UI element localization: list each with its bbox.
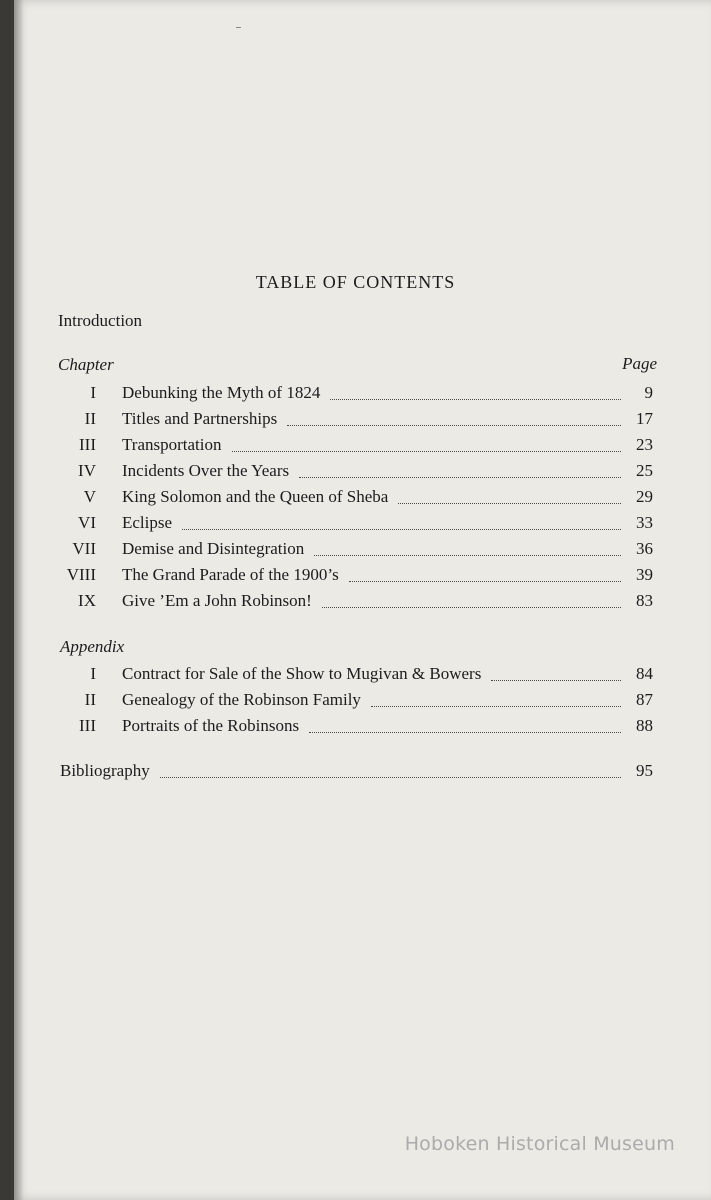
entry-title: Genealogy of the Robinson Family [122,690,361,709]
entry-number: II [84,409,96,428]
dot-leader [287,424,621,426]
entry-title: Transportation [122,435,222,454]
appendix-entry [58,664,653,688]
dot-leader [232,450,622,452]
entry-title: Give ’Em a John Robinson! [122,591,312,610]
toc-entry [58,591,653,615]
toc-entry [58,565,653,589]
entry-title: Portraits of the Robinsons [122,716,300,735]
appendix-entry [58,716,653,740]
entry-number: V [83,487,96,506]
entry-number: IX [78,591,96,610]
entry-number: VII [72,539,96,558]
entry-title: Eclipse [122,513,173,532]
entry-number: II [84,690,96,709]
page-heading: Page [622,354,657,373]
dot-leader [322,606,621,608]
entry-title: The Grand Parade of the 1900’s [122,565,339,584]
entry-number: VI [78,513,96,532]
bibliography-entry [58,761,653,785]
dot-leader [309,731,621,733]
entry-page: 84 [636,664,653,683]
entry-title: King Solomon and the Queen of Sheba [122,487,389,506]
chapter-heading: Chapter [58,355,114,374]
spine-shadow [14,0,24,1200]
dot-leader [398,502,621,504]
entry-page: 87 [636,690,653,709]
toc-title: TABLE OF CONTENTS [255,272,456,292]
entry-number: III [79,716,96,735]
entry-page: 95 [636,761,653,780]
introduction-entry: Introduction [58,311,143,330]
toc-entry [58,383,653,407]
toc-entry [58,487,653,511]
entry-title: Incidents Over the Years [122,461,290,480]
appendix-entry [58,690,653,714]
dot-leader [160,776,621,778]
entry-number: VIII [66,565,96,584]
entry-page: 25 [636,461,653,480]
appendix-heading: Appendix [60,637,125,656]
entry-page: 17 [636,409,653,428]
entry-title: Contract for Sale of the Show to Mugivan & Bowers [122,664,482,683]
entry-page: 33 [636,513,653,532]
toc-entry [58,461,653,485]
entry-title: Bibliography [60,761,150,780]
dot-leader [314,554,621,556]
entry-page: 23 [636,435,653,454]
entry-page: 29 [636,487,653,506]
print-mark [236,27,241,28]
entry-page: 88 [636,716,653,735]
dot-leader [371,705,621,707]
entry-number: IV [78,461,96,480]
dot-leader [299,476,621,478]
entry-number: III [79,435,96,454]
museum-watermark: Hoboken Historical Museum [404,1133,675,1155]
dot-leader [330,398,621,400]
dot-leader [491,679,621,681]
entry-page: 39 [636,565,653,584]
entry-title: Demise and Disintegration [122,539,305,558]
entry-title: Debunking the Myth of 1824 [122,383,321,402]
toc-entry [58,513,653,537]
dot-leader [182,528,621,530]
entry-page: 36 [636,539,653,558]
entry-number: I [90,383,96,402]
entry-page: 9 [644,383,653,402]
entry-title: Titles and Partnerships [122,409,278,428]
entry-number: I [90,664,96,683]
entry-page: 83 [636,591,653,610]
toc-entry [58,435,653,459]
toc-entry [58,539,653,563]
toc-entry [58,409,653,433]
dot-leader [349,580,621,582]
